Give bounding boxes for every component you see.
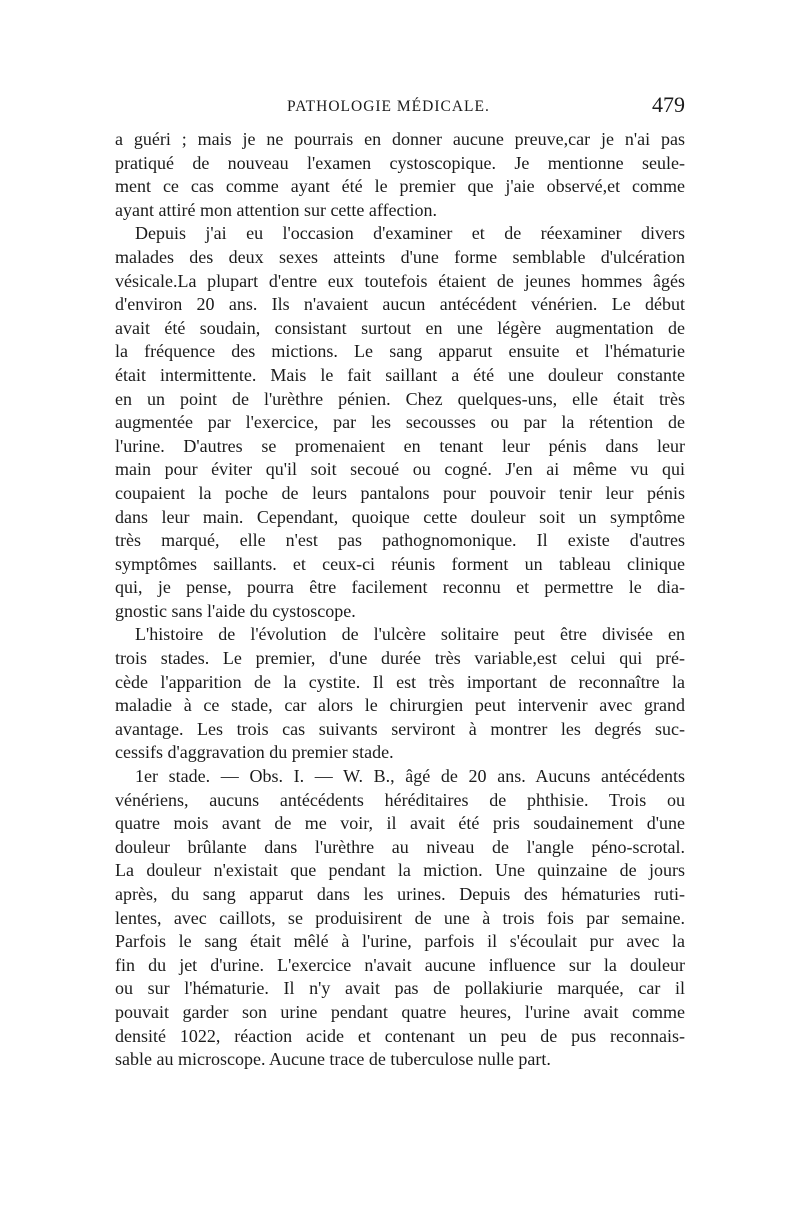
text-line: quatre mois avant de me voir, il avait été pris soudainement d'une [115,813,685,834]
text-line: dans leur main. Cependant, quoique cette douleur soit un symptôme [115,506,685,527]
running-head [115,92,685,122]
text-line: très marqué, elle n'est pas pathognomonique. Il existe d'autres [115,530,685,551]
text-line: ment ce cas comme ayant été le premier que j'aie observé,et comme [115,176,685,197]
text-line: Depuis j'ai eu l'occasion d'examiner et de réexaminer divers [135,223,685,244]
text-line: ou sur l'hématurie. Il n'y avait pas de pollakiurie marquée, car il [115,978,685,999]
text-line: Parfois le sang était mêlé à l'urine, parfois il s'écoulait pur avec la [115,931,685,952]
text-line: cessifs d'aggravation du premier stade. [115,742,394,763]
text-line: augmentée par l'exercice, par les secousses ou par la rétention de [115,412,685,433]
text-line: vésicale.La plupart d'entre eux toutefois étaient de jeunes hommes âgés [115,270,685,291]
text-line: pouvait garder son urine pendant quatre heures, l'urine avait comme [115,1001,685,1022]
text-line: douleur brûlante dans l'urèthre au niveau de l'angle péno-scrotal. [115,836,685,857]
text-line: avantage. Les trois cas suivants serviront à montrer les degrés suc- [115,718,685,739]
text-line: pratiqué de nouveau l'examen cystoscopique. Je mentionne seule- [115,152,685,173]
text-line: symptômes saillants. et ceux-ci réunis forment un tableau clinique [115,553,685,574]
text-line: d'environ 20 ans. Ils n'avaient aucun antécédent vénérien. Le début [115,294,685,315]
text-line: gnostic sans l'aide du cystoscope. [115,600,356,621]
text-line: cède l'apparition de la cystite. Il est très important de reconnaître la [115,671,685,692]
text-line: malades des deux sexes atteints d'une forme semblable d'ulcération [115,246,685,267]
running-title: PATHOLOGIE MÉDICALE. [287,98,490,115]
text-line: a guéri ; mais je ne pourrais en donner aucune preuve,car je n'ai pas [115,129,685,149]
page-number: 479 [652,92,685,117]
text-line: vénériens, aucuns antécédents héréditaires de phthisie. Trois ou [115,789,685,810]
text-line: la fréquence des mictions. Le sang apparut ensuite et l'hématurie [115,341,685,362]
text-line: en un point de l'urèthre pénien. Chez quelques-uns, elle était très [115,388,685,409]
text-line: avait été soudain, consistant surtout en une légère augmentation de [115,317,685,338]
text-line: après, du sang apparut dans les urines. Depuis des hématuries ruti- [115,884,685,904]
text-line: lentes, avec caillots, se produisirent de une à trois fois par semaine. [115,907,685,928]
body-text [115,128,685,1072]
text-line: ayant attiré mon attention sur cette affection. [115,199,438,220]
text-line: fin du jet d'urine. L'exercice n'avait aucune influence sur la douleur [115,954,685,975]
text-line: densité 1022, réaction acide et contenant un peu de pus reconnais- [115,1025,685,1046]
text-line: l'urine. D'autres se promenaient en tenant leur pénis dans leur [115,435,685,456]
text-line: La douleur n'existait que pendant la miction. Une quinzaine de jours [115,860,685,881]
text-line: 1er stade. — Obs. I. — W. B., âgé de 20 ans. Aucuns antécédents [135,766,685,787]
text-line: était intermittente. Mais le fait saillant a été une douleur constante [115,364,685,385]
text-line: main pour éviter qu'il soit secoué ou cogné. J'en ai même vu qui [115,459,685,480]
text-line: maladie à ce stade, car alors le chirurgien peut intervenir avec grand [115,695,685,716]
text-line: sable au microscope. Aucune trace de tuberculose nulle part. [115,1049,551,1070]
text-line: coupaient la poche de leurs pantalons pour pouvoir tenir leur pénis [115,482,685,503]
text-line: trois stades. Le premier, d'une durée très variable,est celui qui pré- [115,648,685,669]
text-line: qui, je pense, pourra être facilement reconnu et permettre le dia- [115,577,685,598]
text-line: L'histoire de l'évolution de l'ulcère solitaire peut être divisée en [135,624,685,645]
